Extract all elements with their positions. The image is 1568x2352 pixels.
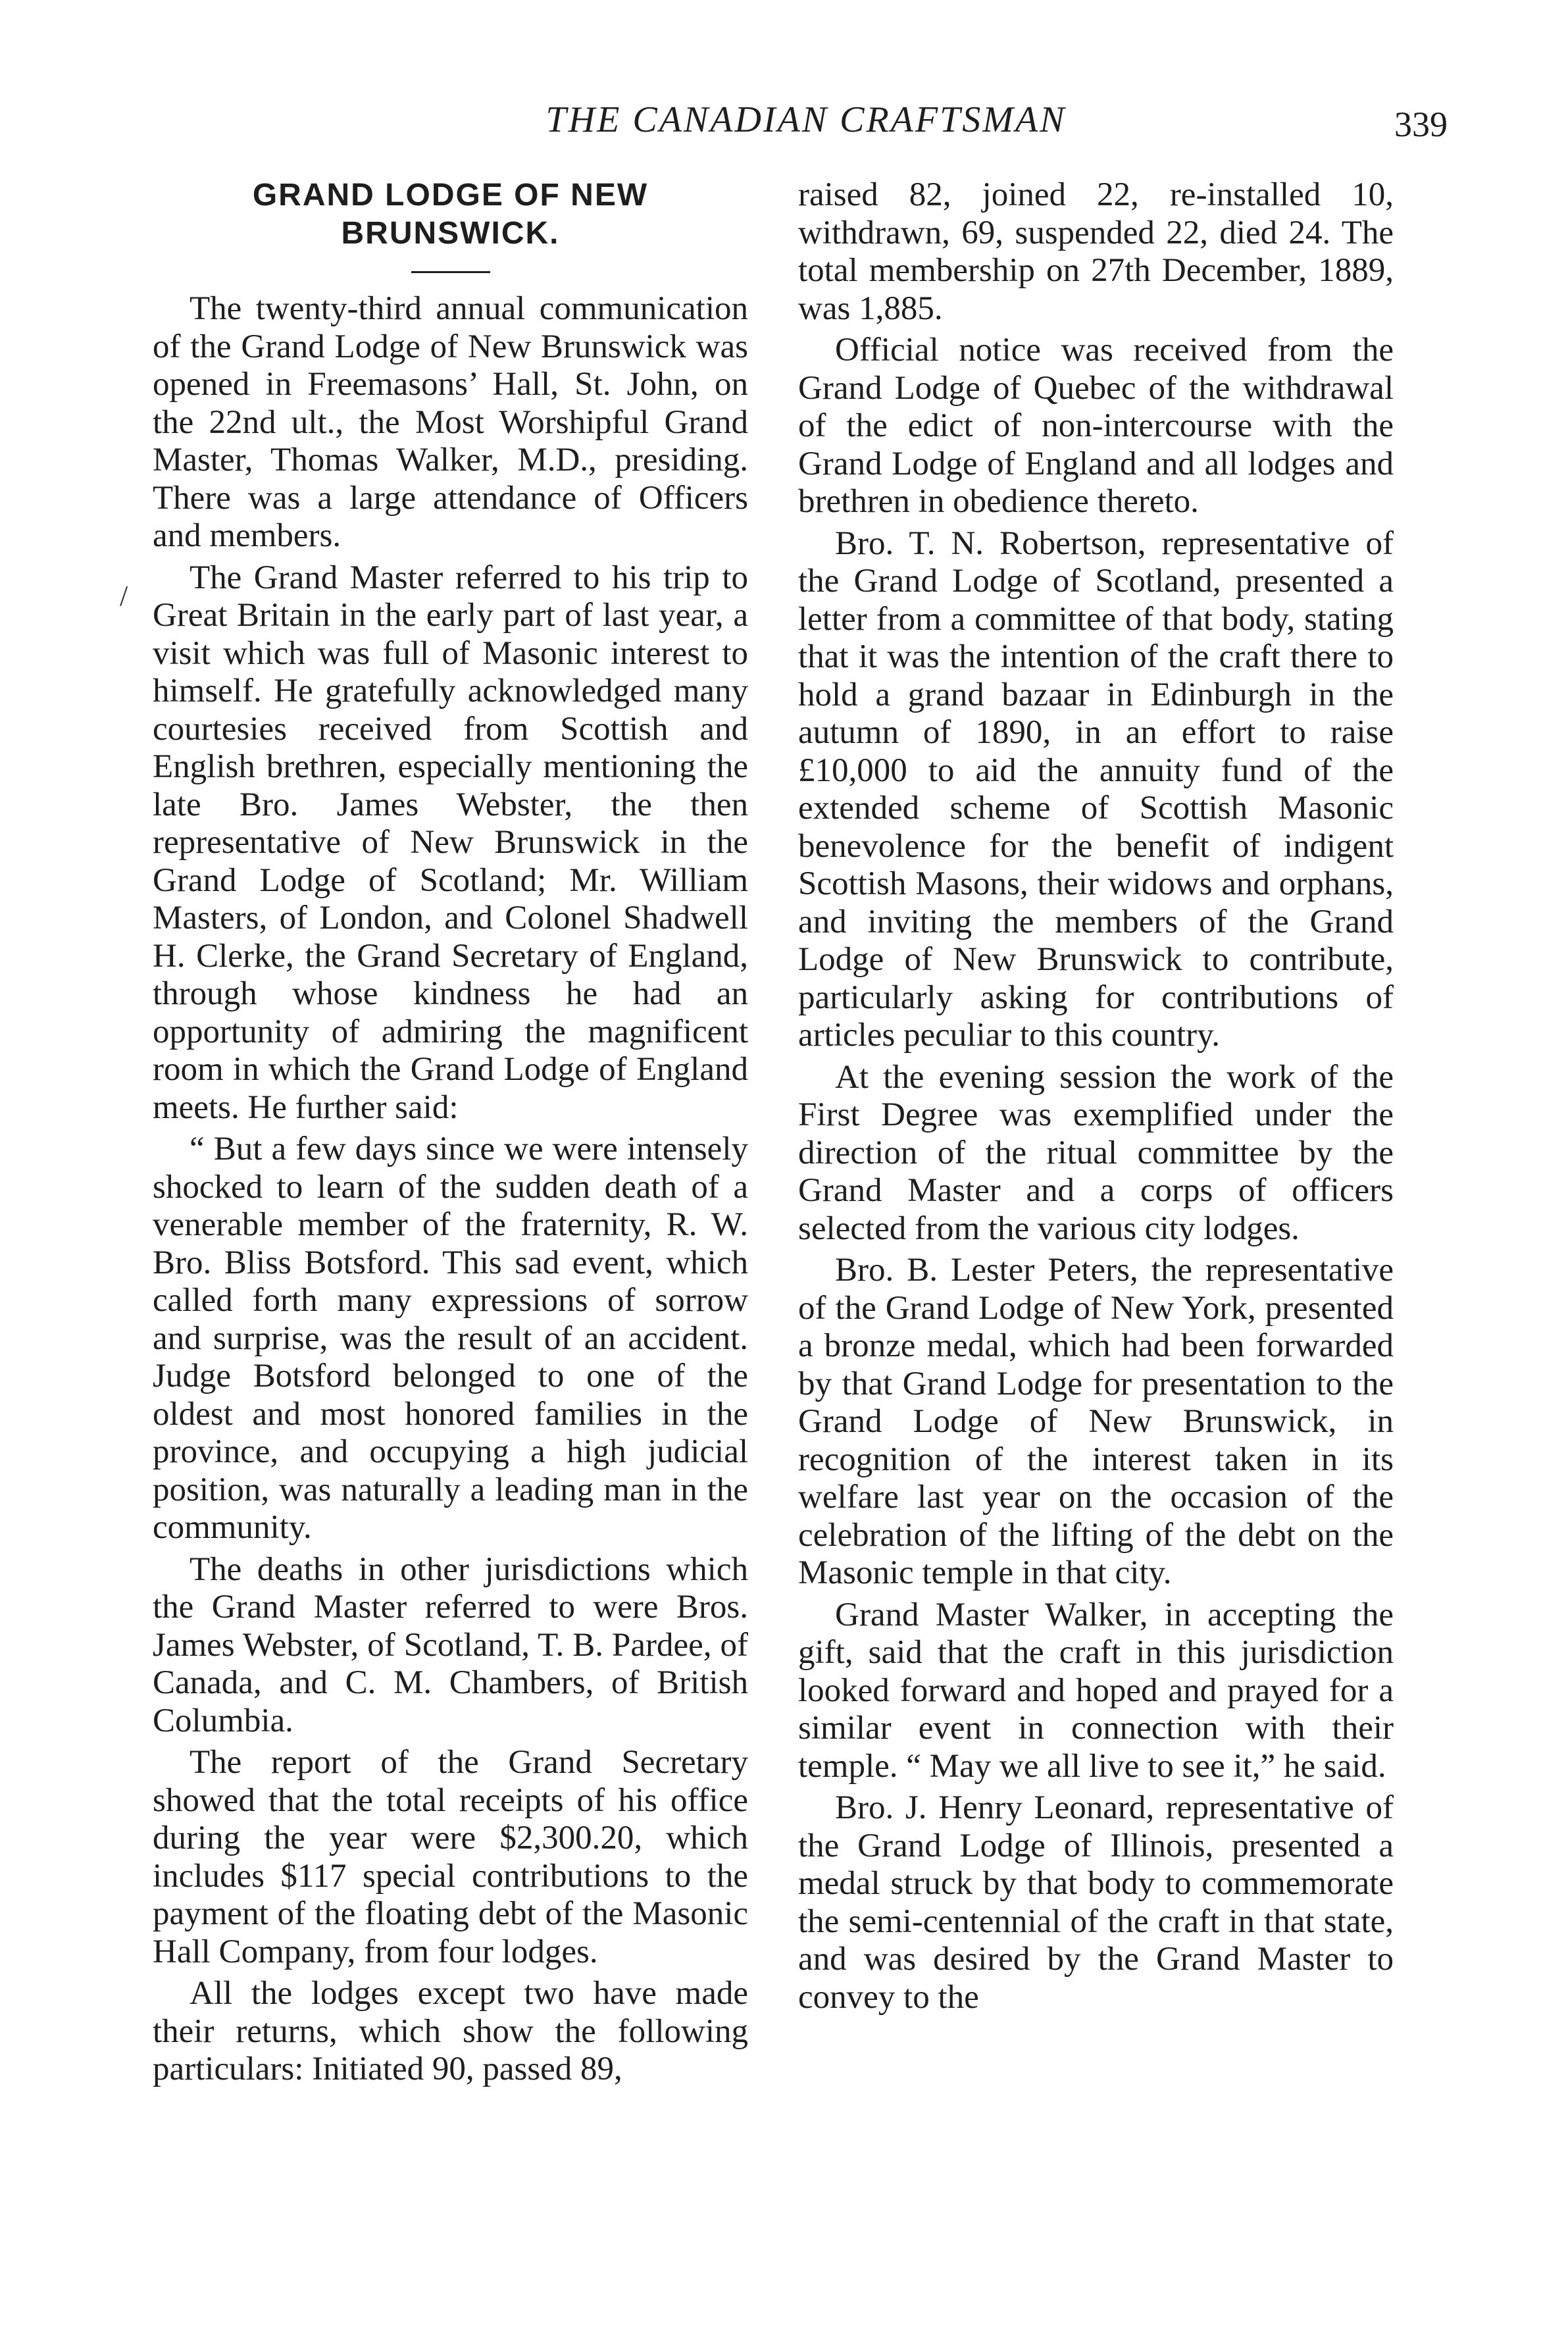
page-number: 339	[1394, 105, 1448, 144]
paragraph-trip: The Grand Master referred to his trip to Great Britain in the early part of last year, a visit which was full of Masonic interest to himself. He gratefully acknowledged many courtesies received from Scottish and English brethren, especially mentioning the late Bro. James Webster, the then representative of New Brunswick in the Grand Lodge of Scotland; Mr. William Masters, of London, and Colonel Shadwell H. Clerke, the Grand Secretary of England, through whose kindness he had an opportunity of admiring the magnificent room in which the Grand Lodge of England meets. He further said:	[153, 559, 748, 1126]
paragraph-report: The report of the Grand Secretary showed that the total receipts of his office during the year were $2,300.20, which includes $117 special contributions to the payment of the floating debt of the Masonic Hall Company, from four lodges.	[153, 1744, 748, 1970]
paragraph-membership: raised 82, joined 22, re-installed 10, withdrawn, 69, suspended 22, died 24. The total membership on 27th December, 1889, was 1,885.	[798, 176, 1394, 327]
paragraph-opening: The twenty-third annual communication of the Grand Lodge of New Brunswick was opened in Freemasons’ Hall, St. John, on the 22nd ult., the Most Worshipful Grand Master, Thomas Walker, M.D., presiding. There was a large attendance of Officers and members.	[153, 290, 748, 554]
running-title: THE CANADIAN CRAFTSMAN	[545, 99, 1067, 140]
left-column	[153, 176, 748, 2093]
paragraph-returns: All the lodges except two have made their returns, which show the following particulars: Initiated 90, passed 89,	[153, 1975, 748, 2087]
paragraph-new-york: Bro. B. Lester Peters, the representative of the Grand Lodge of New York, presented a bronze medal, which had been forwarded by that Grand Lodge for presentation to the Grand Lodge of New Brunswick, in recognition of the interest taken in its welfare last year on the occasion of the celebration of the lifting of the debt on the Masonic temple in that city.	[798, 1252, 1394, 1591]
paragraph-illinois: Bro. J. Henry Leonard, representative of the Grand Lodge of Illinois, presented a medal struck by that body to commemorate the semi-centennial of the craft in that state, and was desired by the Grand Master to convey to the	[798, 1789, 1394, 2016]
paragraph-evening-session: At the evening session the work of the First Degree was exemplified under the direction of the ritual committee by the Grand Master and a corps of officers selected from the various city lodges.	[798, 1058, 1394, 1247]
title-rule	[411, 271, 490, 273]
article-title: GRAND LODGE OF NEW BRUNSWICK.	[252, 178, 649, 251]
paragraph-quote: “ But a few days since we were intensely shocked to learn of the sudden death of a venerable member of the fraternity, R. W. Bro. Bliss Botsford. This sad event, which called forth many expressions of sorrow and surprise, was the result of an accident. Judge Botsford belonged to one of the oldest and most honored families in the province, and occupying a high judicial position, was naturally a leading man in the community.	[153, 1131, 748, 1546]
paragraph-quebec: Official notice was received from the Grand Lodge of Quebec of the withdrawal of the edict of non-intercourse with the Grand Lodge of England and all lodges and brethren in obedience thereto.	[798, 332, 1394, 520]
paragraph-walker: Grand Master Walker, in accepting the gift, said that the craft in this jurisdiction looked forward and hoped and prayed for a similar event in connection with their temple. “ May we all live to see it,” he said.	[798, 1596, 1394, 1785]
paragraph-deaths: The deaths in other jurisdictions which the Grand Master referred to were Bros. James Webster, of Scotland, T. B. Pardee, of Canada, and C. M. Chambers, of British Columbia.	[153, 1550, 748, 1739]
margin-pencil-mark: /	[120, 580, 128, 612]
paragraph-scotland: Bro. T. N. Robertson, representative of the Grand Lodge of Scotland, presented a letter from a committee of that body, stating that it was the intention of the craft there to hold a grand bazaar in Edinburgh in the autumn of 1890, in an effort to raise £10,000 to aid the annuity fund of the extended scheme of Scottish Masonic benevolence for the benefit of indigent Scottish Masons, their widows and orphans, and inviting the members of the Grand Lodge of New Brunswick to contribute, particularly asking for contributions of articles peculiar to this country.	[798, 524, 1394, 1054]
right-column	[798, 176, 1394, 2020]
